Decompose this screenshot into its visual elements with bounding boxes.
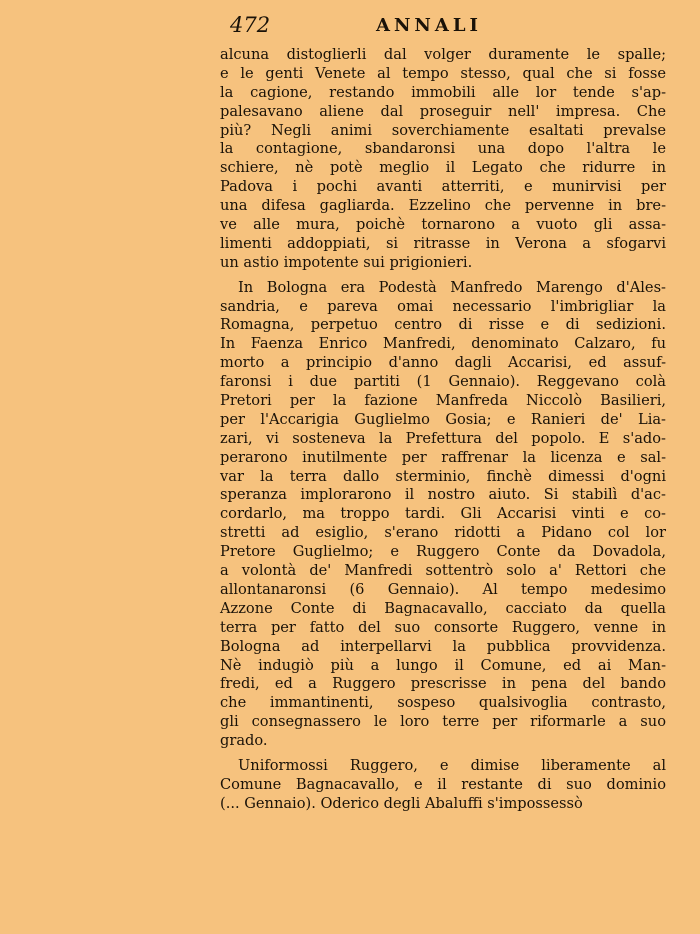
text-line: allontanaronsi (6 Gennaio). Al tempo medesimo [220, 580, 666, 598]
paragraph [220, 757, 666, 814]
text-line: stretti ad esiglio, s'erano ridotti a Pidano col lor [220, 524, 666, 542]
text-line: per l'Accarigia Guglielmo Gosia; e Ranieri de' Lia- [220, 410, 666, 428]
text-line: Pretori per la fazione Manfreda Niccolò Basilieri, [220, 392, 666, 410]
text-line: Bologna ad interpellarvi la pubblica provvidenza. [220, 637, 666, 655]
text-line: var la terra dallo sterminio, finchè dimessi d'ogni [220, 467, 666, 485]
text-line: una difesa gagliarda. Ezzelino che pervenne in bre- [220, 197, 666, 215]
text-line: Pretore Guglielmo; e Ruggero Conte da Dovadola, [220, 543, 666, 561]
text-line: palesavano aliene dal proseguir nell' impresa. Che [220, 102, 666, 120]
text-line: speranza implorarono il nostro aiuto. Si stabilì d'ac- [220, 486, 666, 504]
page-header [230, 13, 670, 39]
paragraph [220, 279, 666, 751]
text-line: schiere, nè potè meglio il Legato che ridurre in [220, 159, 666, 177]
text-line: Romagna, perpetuo centro di risse e di sedizioni. [220, 316, 666, 334]
text-line: che immantinenti, sospeso qualsivoglia contrasto, [220, 694, 666, 712]
text-line: zari, vi sosteneva la Prefettura del popolo. E s'ado- [220, 429, 666, 447]
text-line: più? Negli animi soverchiamente esaltati prevalse [220, 121, 666, 139]
paragraph [220, 46, 666, 273]
text-line: grado. [220, 732, 268, 750]
text-line: Uniformossi Ruggero, e dimise liberamente al [238, 756, 666, 774]
text-line: limenti addoppiati, si ritrasse in Verona a sfogarvi [220, 234, 666, 252]
text-line: la contagione, sbandaronsi una dopo l'altra le [220, 140, 666, 158]
text-line: (... Gennaio). Oderico degli Abaluffi s'impossessò [220, 794, 583, 812]
text-line: gli consegnassero le loro terre per riformarle a suo [220, 713, 666, 731]
text-line: morto a principio d'anno dagli Accarisi, ed assuf- [220, 354, 666, 372]
body-text [220, 46, 666, 814]
text-line: un astio impotente sui prigionieri. [220, 253, 473, 271]
text-line: faronsi i due partiti (1 Gennaio). Reggevano colà [220, 373, 666, 391]
text-line: sandria, e pareva omai necessario l'imbrigliar la [220, 297, 666, 315]
text-line: Comune Bagnacavallo, e il restante di suo dominio [220, 775, 666, 793]
text-line: a volontà de' Manfredi sottentrò solo a' Rettori che [220, 562, 666, 580]
text-line: fredi, ed a Ruggero prescrisse in pena del bando [220, 675, 666, 693]
text-line: cordarlo, ma troppo tardi. Gli Accarisi vinti e co- [220, 505, 666, 523]
text-line: ve alle mura, poichè tornarono a vuoto gli assa- [220, 216, 666, 234]
text-line: Padova i pochi avanti atterriti, e munirvisi per [220, 178, 666, 196]
text-line: In Faenza Enrico Manfredi, denominato Calzaro, fu [220, 335, 666, 353]
page-number: 472 [230, 13, 271, 37]
text-line: la cagione, restando immobili alle lor tende s'ap- [220, 83, 666, 101]
text-line: alcuna distoglierli dal volger duramente le spalle; [220, 46, 666, 63]
text-line: Azzone Conte di Bagnacavallo, cacciato da quella [220, 599, 666, 617]
text-line: terra per fatto del suo consorte Ruggero, venne in [220, 618, 666, 636]
text-line: perarono inutilmente per raffrenar la licenza e sal- [220, 448, 666, 466]
text-line: e le genti Venete al tempo stesso, qual che si fosse [220, 64, 666, 82]
text-line: In Bologna era Podestà Manfredo Marengo d'Ales- [238, 278, 666, 296]
running-title: ANNALI [376, 15, 482, 36]
text-line: Nè indugiò più a lungo il Comune, ed ai Man- [220, 656, 666, 674]
